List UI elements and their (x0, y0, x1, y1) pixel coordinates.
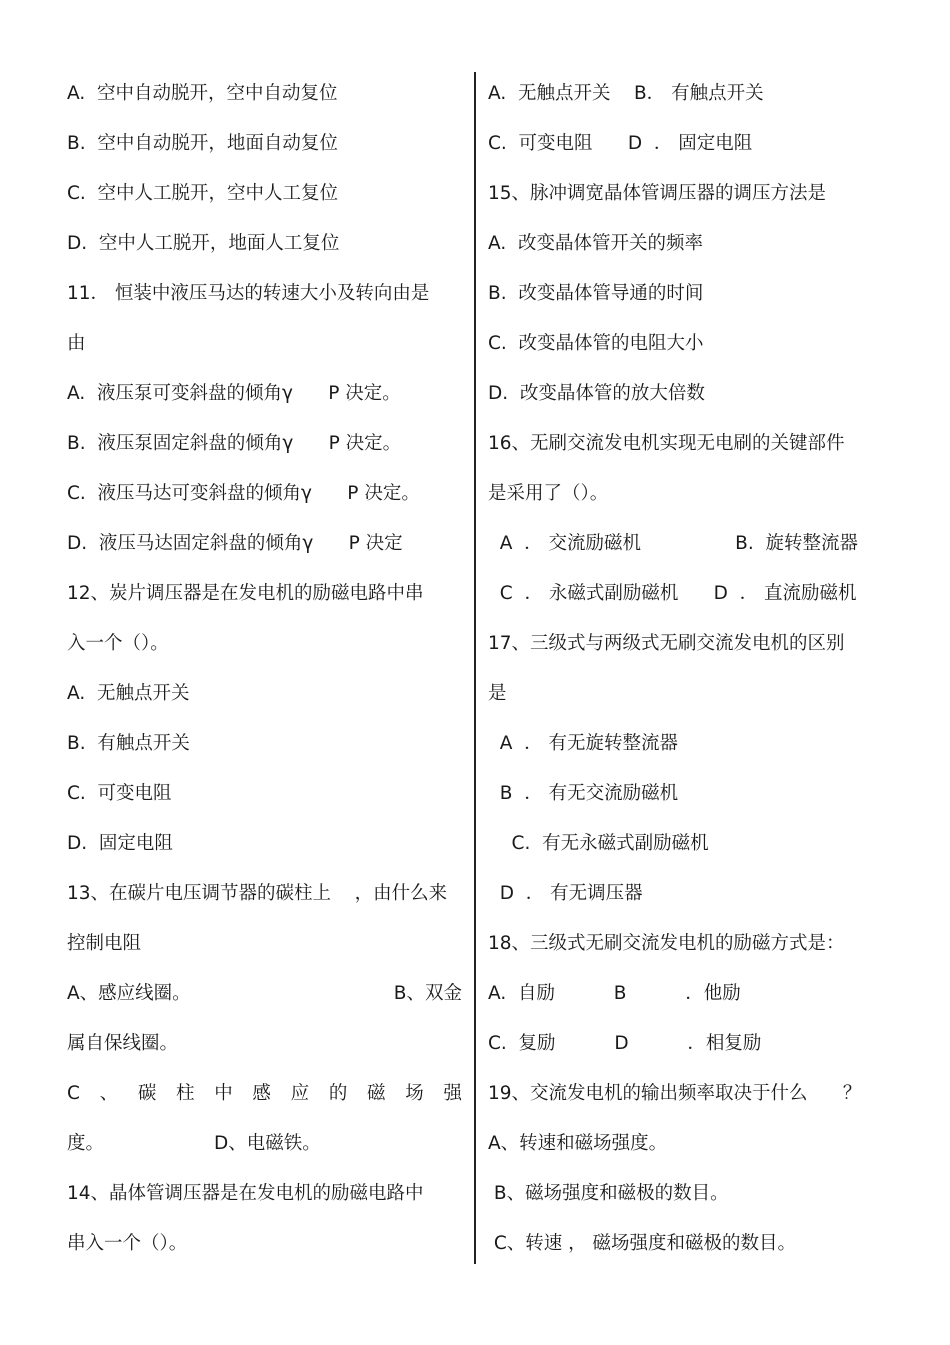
text-line: A. 自励 B ．他励 (488, 983, 741, 1004)
text-line: 由 (67, 333, 86, 354)
text-line: 16、无刷交流发电机实现无电刷的关键部件 (488, 433, 845, 454)
text-line: C. 复励 D ．相复励 (488, 1033, 762, 1054)
text-line: 是 (488, 683, 507, 704)
left-column (67, 69, 462, 1269)
text-line: 12、炭片调压器是在发电机的励磁电路中串 (67, 583, 424, 604)
text-line: A. 改变晶体管开关的频率 (488, 233, 703, 254)
text-line: D. 固定电阻 (67, 833, 173, 854)
text-line: A. 无触点开关 (67, 683, 190, 704)
text-line (67, 1119, 462, 1169)
text-line: A. 空中自动脱开，空中自动复位 (67, 83, 338, 104)
text-line: 11． 恒装中液压马达的转速大小及转向由是 (67, 283, 430, 304)
text-line: C ． 永磁式副励磁机 D ． 直流励磁机 (488, 583, 857, 604)
text-line: B. 有触点开关 (67, 733, 190, 754)
text-line: 串入一个（）。 (67, 1233, 188, 1254)
text-line: C 、 碳 柱 中 感 应 的 磁 场 强 (67, 1083, 462, 1104)
text-line: D. 改变晶体管的放大倍数 (488, 383, 705, 404)
text-line: B. 改变晶体管导通的时间 (488, 283, 704, 304)
text-line: A. 无触点开关 B． 有触点开关 (488, 83, 764, 104)
text-line: 14、晶体管调压器是在发电机的励磁电路中 (67, 1183, 424, 1204)
text-line: 19、交流发电机的输出频率取决于什么 ？ (488, 1083, 862, 1104)
text-line: A、转速和磁场强度。 (488, 1133, 668, 1154)
text-line: D. 液压马达固定斜盘的倾角γ P 决定 (67, 533, 403, 554)
option-text: D、电磁铁。 (214, 1133, 321, 1154)
text-line: 15、脉冲调宽晶体管调压器的调压方法是 (488, 183, 827, 204)
text-line: C. 空中人工脱开，空中人工复位 (67, 183, 339, 204)
text-line: C. 有无永磁式副励磁机 (488, 833, 709, 854)
text-line: 是采用了（）。 (488, 483, 609, 504)
text-line: C. 改变晶体管的电阻大小 (488, 333, 704, 354)
text-line: 入一个（）。 (67, 633, 169, 654)
right-column (488, 69, 868, 1269)
text-line: D ． 有无调压器 (488, 883, 643, 904)
text-line: B、磁场强度和磁极的数目。 (488, 1183, 729, 1204)
text-line: D. 空中人工脱开，地面人工复位 (67, 233, 340, 254)
column-divider (474, 72, 476, 1264)
option-text: A、感应线圈。 (67, 983, 191, 1004)
text-line: B ． 有无交流励磁机 (488, 783, 679, 804)
text-line: C. 液压马达可变斜盘的倾角γ P 决定。 (67, 483, 420, 504)
text-line: C、转速 ， 磁场强度和磁极的数目。 (488, 1233, 797, 1254)
text-line: B. 液压泵固定斜盘的倾角γ P 决定。 (67, 433, 402, 454)
text-line: 18、三级式无刷交流发电机的励磁方式是： (488, 933, 845, 954)
text-line: B. 空中自动脱开，地面自动复位 (67, 133, 338, 154)
text-line: 控制电阻 (67, 933, 142, 954)
text-line: 17、三级式与两级式无刷交流发电机的区别 (488, 633, 845, 654)
text-line: 13、在碳片电压调节器的碳柱上 ，由什么来 (67, 883, 448, 904)
option-text: 度。 (67, 1133, 105, 1154)
text-line: 属自保线圈。 (67, 1033, 179, 1054)
text-line: A ． 有无旋转整流器 (488, 733, 679, 754)
option-text: B、双金 (393, 983, 462, 1004)
text-line: C. 可变电阻 (67, 783, 172, 804)
text-line: A. 液压泵可变斜盘的倾角γ P 决定。 (67, 383, 401, 404)
text-line: C. 可变电阻 D ． 固定电阻 (488, 133, 753, 154)
text-line: A ． 交流励磁机 B. 旋转整流器 (488, 533, 858, 554)
text-line (67, 969, 462, 1019)
